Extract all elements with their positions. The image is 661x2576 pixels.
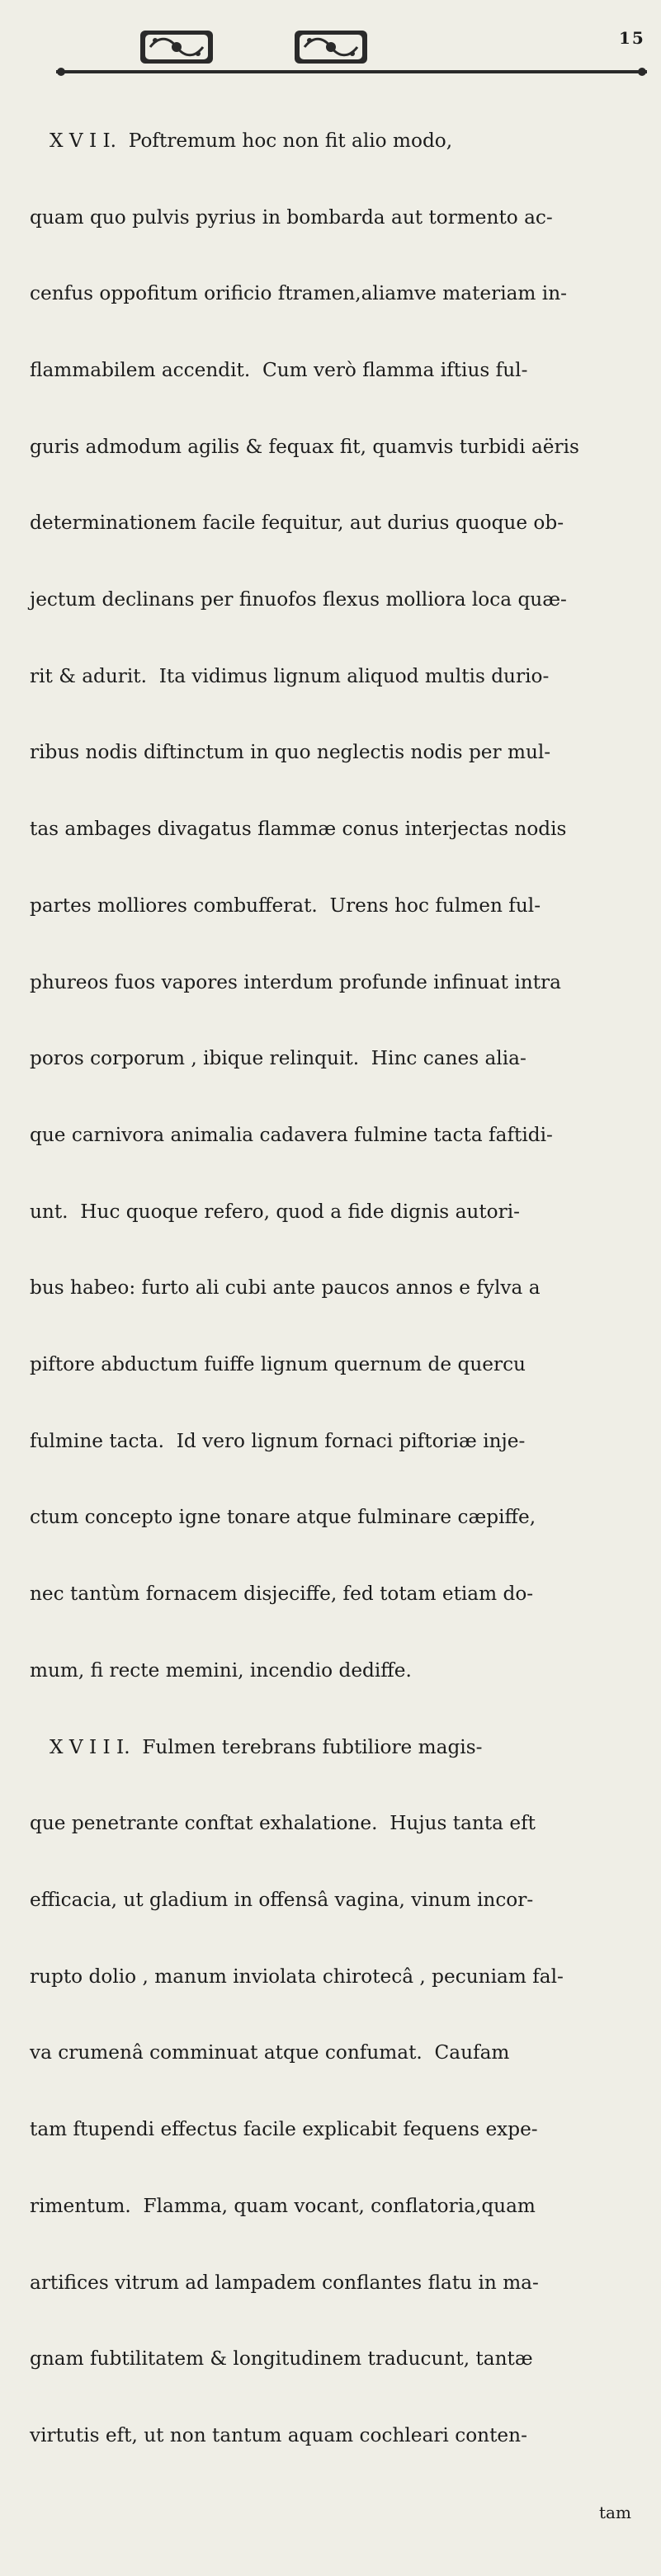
text-line: cenfus oppofitum orificio ftramen,aliamve materiam in- — [30, 282, 567, 305]
text-line: X V I I. Poftremum hoc non fit alio modo, — [50, 129, 453, 152]
text-line: tam ftupendi effectus facile explicabit fequens expe- — [30, 2118, 538, 2141]
text-line: X V I I I. Fulmen terebrans fubtiliore magis- — [50, 1735, 483, 1758]
printer-ornament-icon — [139, 28, 215, 66]
text-line: rimentum. Flamma, quam vocant, conflatoria,quam — [30, 2194, 536, 2217]
text-line: jectum declinans per finuofos flexus molliora loca quæ- — [30, 588, 567, 611]
text-line: quam quo pulvis pyrius in bombarda aut tormento ac- — [30, 205, 553, 229]
text-line: que carnivora animalia cadavera fulmine tacta faftidi- — [30, 1123, 553, 1146]
text-line: poros corporum , ibique relinquit. Hinc canes alia- — [30, 1047, 526, 1070]
body-text — [30, 78, 642, 2576]
text-line: artifices vitrum ad lampadem conflantes flatu in ma- — [30, 2271, 539, 2294]
text-line: guris admodum agilis & fequax fit, quamvis turbidi aëris — [30, 435, 579, 458]
text-line: virtutis eft, ut non tantum aquam cochleari conten- — [30, 2423, 527, 2446]
text-line: ctum concepto igne tonare atque fulminare cæpiffe, — [30, 1506, 536, 1529]
text-line: determinationem facile fequitur, aut durius quoque ob- — [30, 512, 564, 535]
text-line: tas ambages divagatus flammæ conus interjectas nodis — [30, 818, 567, 841]
text-line: rupto dolio , manum inviolata chirotecâ , pecuniam fal- — [30, 1965, 564, 1988]
text-line: va crumenâ comminuat atque confumat. Caufam — [30, 2041, 510, 2064]
page-number: 15 — [619, 28, 645, 48]
text-line: mum, fi recte memini, incendio dediffe. — [30, 1658, 412, 1682]
printer-ornament-icon — [293, 28, 369, 66]
text-line: que penetrante conftat exhalatione. Hujus tanta eft — [30, 1812, 536, 1835]
text-line: phureos fuos vapores interdum profunde infinuat intra — [30, 970, 561, 993]
text-line: partes molliores combufferat. Urens hoc fulmen ful- — [30, 894, 541, 917]
text-line: piftore abductum fuiffe lignum quernum de quercu — [30, 1353, 526, 1376]
text-line: nec tantùm fornacem disjeciffe, fed totam etiam do- — [30, 1583, 534, 1606]
catchword: tam — [599, 2502, 631, 2522]
header-rule — [56, 68, 647, 76]
text-line: gnam fubtilitatem & longitudinem traducunt, tantæ — [30, 2347, 533, 2371]
text-line: efficacia, ut gladium in offensâ vagina, vinum incor- — [30, 1888, 534, 1911]
page-header — [50, 23, 645, 74]
text-line: fulmine tacta. Id vero lignum fornaci piftoriæ inje- — [30, 1429, 526, 1452]
text-line: ribus nodis diftinctum in quo neglectis nodis per mul- — [30, 741, 551, 764]
text-line: bus habeo: furto ali cubi ante paucos annos e fylva a — [30, 1276, 541, 1300]
text-line: rit & adurit. Ita vidimus lignum aliquod multis durio- — [30, 664, 550, 687]
text-line: flammabilem accendit. Cum verò flamma iftius ful- — [30, 358, 528, 381]
text-line: unt. Huc quoque refero, quod a fide dignis autori- — [30, 1200, 520, 1223]
